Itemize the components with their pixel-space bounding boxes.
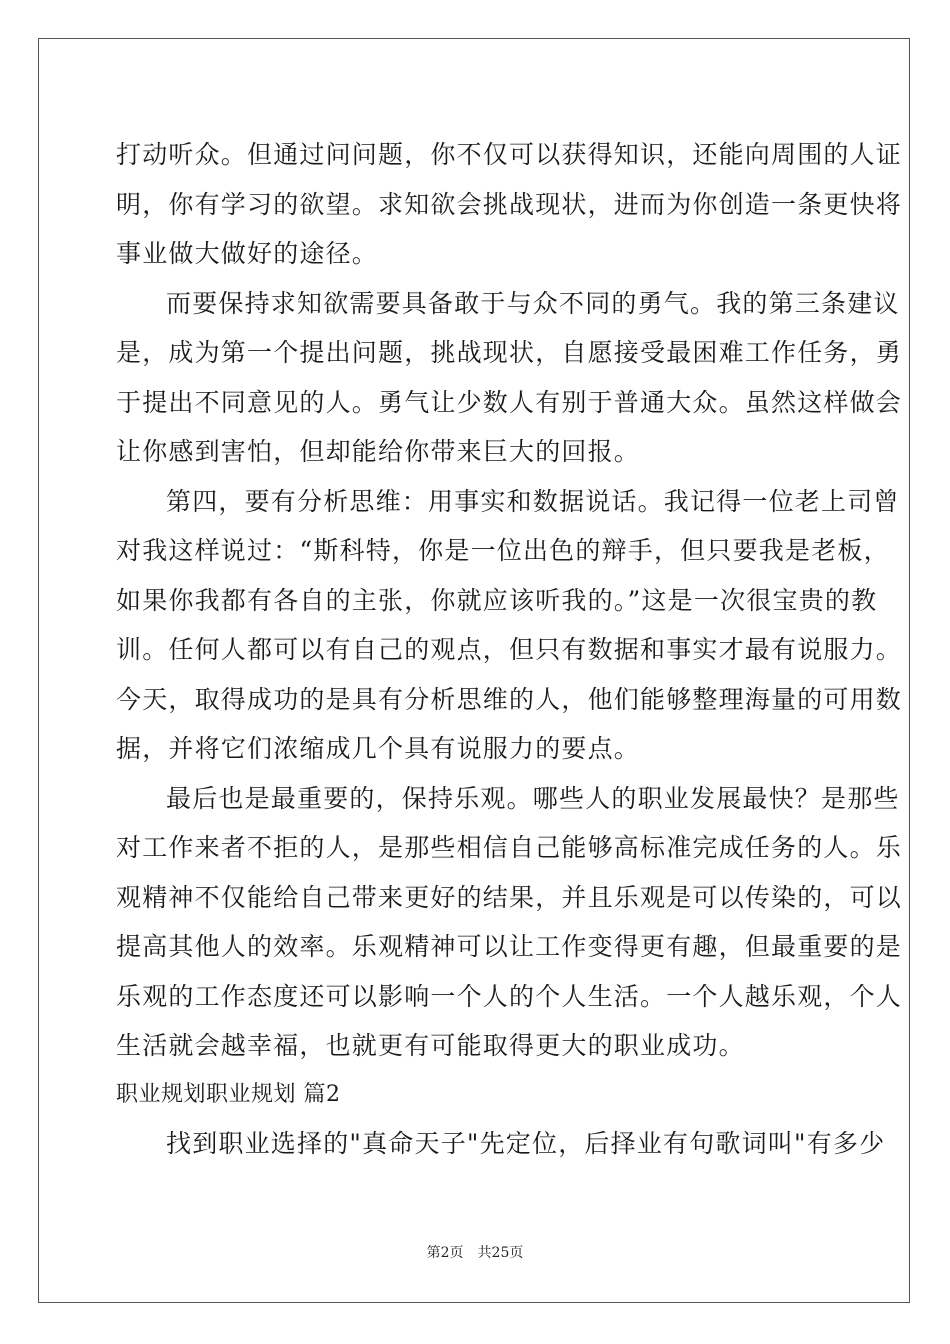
paragraph-1 [116,130,903,279]
document-body [116,130,903,1168]
text-line: 如果你我都有各自的主张，你就应该听我的。”这是一次很宝贵的教 [116,585,878,615]
section-heading: 职业规划职业规划 篇2 [116,1081,341,1107]
paragraph-3 [116,477,903,774]
text-line: 训。任何人都可以有自己的观点，但只有数据和事实才最有说服力。 [116,635,903,664]
text-line: 而要保持求知欲需要具备敢于与众不同的勇气。我的第三条建议 [166,288,900,318]
text-line: 今天，取得成功的是具有分析思维的人，他们能够整理海量的可用数 [116,684,903,714]
text-line: 提高其他人的效率。乐观精神可以让工作变得更有趣，但最重要的是 [116,932,903,961]
text-line: 最后也是最重要的，保持乐观。哪些人的职业发展最快？是那些 [166,783,900,813]
text-line: 对工作来者不拒的人，是那些相信自己能够高标准完成任务的人。乐 [116,833,903,862]
text-line: 打动听众。但通过问问题，你不仅可以获得知识，还能向周围的人证 [116,140,903,169]
text-line: 第四，要有分析思维：用事实和数据说话。我记得一位老上司曾 [166,486,900,516]
text-line: 据，并将它们浓缩成几个具有说服力的要点。 [116,734,641,763]
text-line: 让你感到害怕，但却能给你带来巨大的回报。 [116,437,641,466]
paragraph-5 [116,1119,886,1169]
text-line: 对我这样说过：“斯科特，你是一位出色的辩手，但只要我是老板， [116,536,890,565]
paragraph-4 [116,774,903,1071]
paragraph-2 [116,279,903,477]
text-line: 乐观的工作态度还可以影响一个人的个人生活。一个人越乐观，个人 [116,981,903,1011]
text-line: 观精神不仅能给自己带来更好的结果，并且乐观是可以传染的，可以 [116,882,903,912]
text-line: 事业做大做好的途径。 [116,239,379,268]
text-line: 找到职业选择的"真命天子"先定位，后择业有句歌词叫"有多少 [166,1128,886,1158]
text-line: 生活就会越幸福，也就更有可能取得更大的职业成功。 [116,1031,745,1060]
text-line: 于提出不同意见的人。勇气让少数人有别于普通大众。虽然这样做会 [116,387,903,417]
text-line: 明，你有学习的欲望。求知欲会挑战现状，进而为你创造一条更快将 [116,189,903,219]
page-number-footer: 第2页 共25页 [426,1245,524,1261]
text-line: 是，成为第一个提出问题，挑战现状，自愿接受最困难工作任务，勇 [116,338,903,367]
